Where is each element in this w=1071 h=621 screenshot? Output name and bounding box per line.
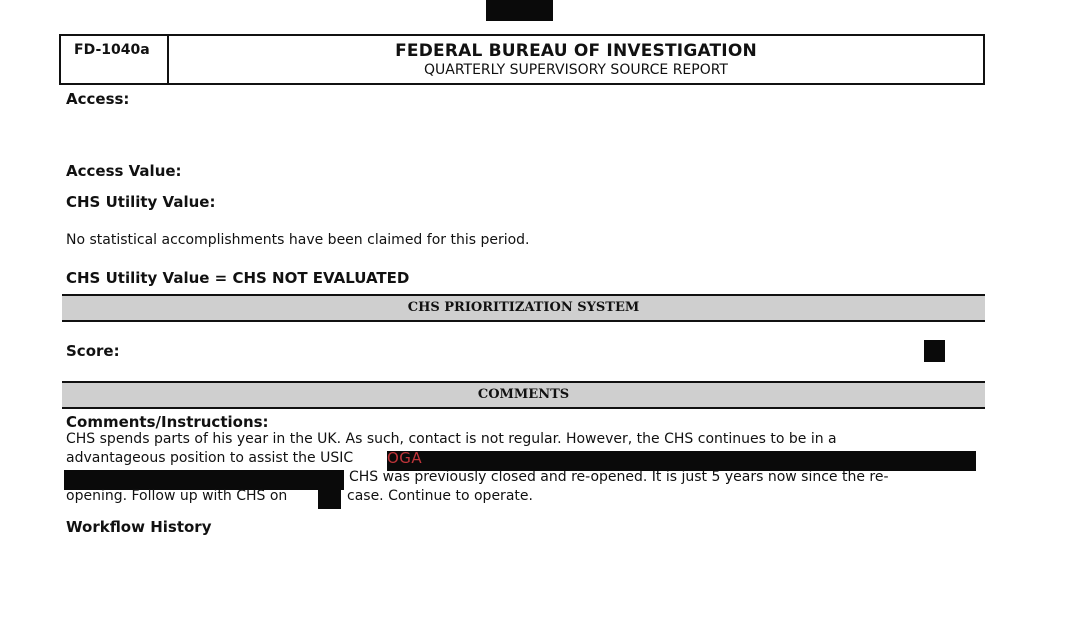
access-label: Access: [66, 90, 130, 108]
oga-redaction-marker: OGA [387, 449, 423, 467]
utility-value-label: CHS Utility Value: [66, 193, 216, 211]
comment-line-2: advantageous position to assist the USIC [66, 450, 354, 466]
prioritization-section-bar: CHS PRIORITIZATION SYSTEM [62, 294, 985, 322]
top-redaction [486, 0, 553, 21]
header-titles [169, 36, 983, 83]
comment-line-1: CHS spends parts of his year in the UK. As such, contact is not regular. However, the CHS continues to be in a [66, 431, 837, 447]
comment-redaction-2 [64, 470, 344, 490]
form-number: FD-1040a [61, 36, 169, 83]
comments-instructions-label: Comments/Instructions: [66, 413, 269, 431]
score-label: Score: [66, 342, 120, 360]
workflow-history-label: Workflow History [66, 518, 212, 536]
comment-redaction-3 [318, 489, 341, 509]
agency-title: FEDERAL BUREAU OF INVESTIGATION [395, 41, 757, 61]
utility-result: CHS Utility Value = CHS NOT EVALUATED [66, 269, 410, 287]
statistics-note: No statistical accomplishments have been claimed for this period. [66, 232, 530, 248]
report-type: QUARTERLY SUPERVISORY SOURCE REPORT [423, 62, 728, 78]
comment-line-4a: opening. Follow up with CHS on [66, 488, 288, 504]
comment-line-4b: case. Continue to operate. [347, 488, 533, 504]
score-redaction [924, 340, 945, 362]
form-header [59, 34, 985, 85]
comments-section-bar: COMMENTS [62, 381, 985, 409]
comment-line-3: CHS was previously closed and re-opened. It is just 5 years now since the re- [349, 469, 889, 485]
comment-redaction-1 [387, 451, 976, 471]
access-value-label: Access Value: [66, 162, 182, 180]
